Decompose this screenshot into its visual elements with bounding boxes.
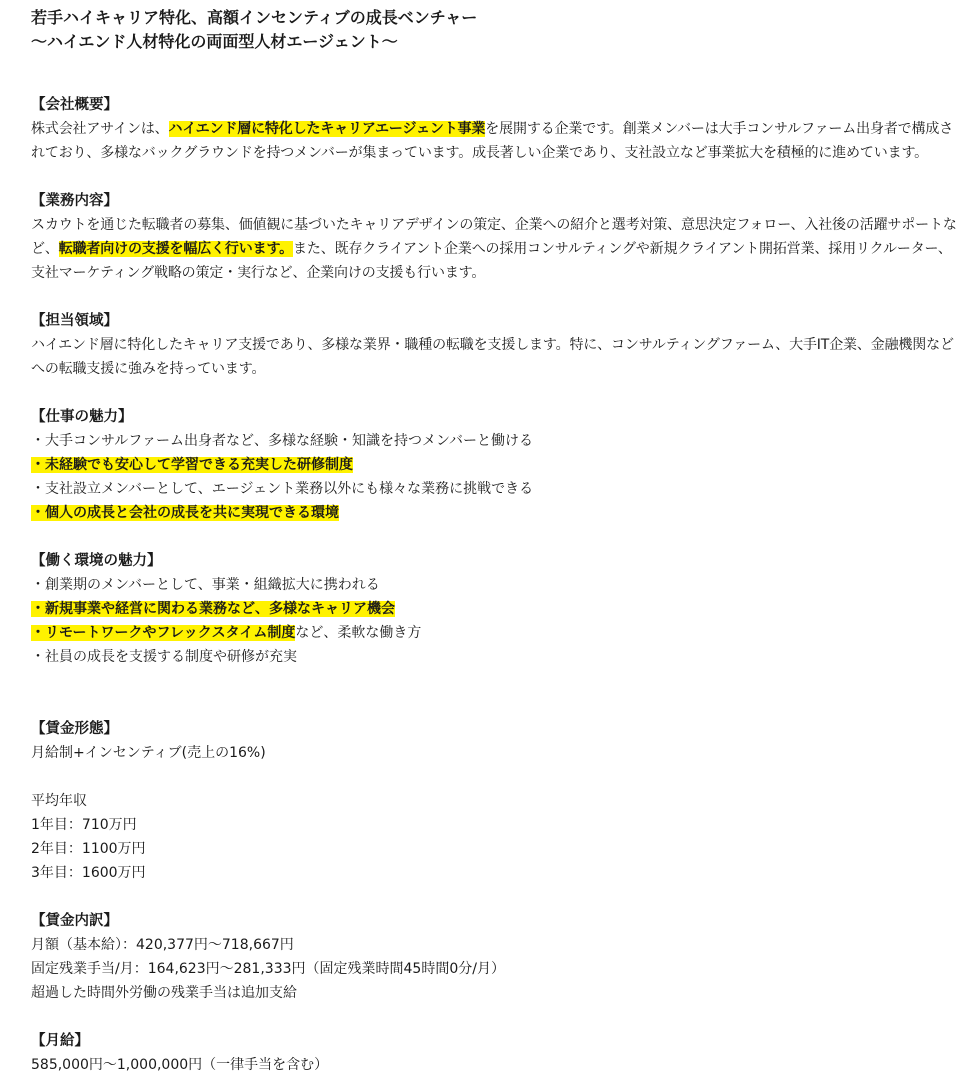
business-heading: 【業務内容】 — [31, 193, 118, 209]
company-text — [31, 117, 963, 165]
business-text — [31, 213, 963, 285]
appeal-heading: 【仕事の魅力】 — [31, 409, 133, 425]
business-highlight: 転職者向けの支援を幅広く行います。 — [58, 241, 294, 257]
appeal-item — [31, 453, 963, 477]
wage-detail-line: 固定残業手当/月：164,623円〜281,333円（固定残業時間45時間0分/月） — [31, 961, 505, 977]
appeal-item — [31, 477, 963, 501]
appeal-section — [31, 405, 963, 525]
avg-income-year: 2年目：1100万円 — [31, 841, 146, 857]
environment-heading: 【働く環境の魅力】 — [31, 553, 162, 569]
avg-income-year: 1年目：710万円 — [31, 817, 137, 833]
domain-heading: 【担当領域】 — [31, 313, 118, 329]
title-line-2: 〜ハイエンド人材特化の両面型人材エージェント〜 — [31, 32, 398, 51]
appeal-item — [31, 501, 963, 525]
domain-section — [31, 309, 963, 381]
wage-detail-line: 月額（基本給）：420,377円〜718,667円 — [31, 937, 294, 953]
appeal-item-text: ・大手コンサルファーム出身者など、多様な経験・知識を持つメンバーと働ける — [31, 433, 534, 449]
environment-item — [31, 573, 963, 597]
wage-form-text: 月給制+インセンティブ(売上の16%) — [31, 745, 266, 761]
business-section — [31, 189, 963, 285]
environment-item — [31, 621, 963, 645]
title-line-1: 若手ハイキャリア特化、高額インセンティブの成長ベンチャー — [31, 8, 478, 27]
appeal-item-text: ・支社設立メンバーとして、エージェント業務以外にも様々な業務に挑戦できる — [31, 481, 534, 497]
company-heading: 【会社概要】 — [31, 97, 118, 113]
monthly-section — [31, 1029, 963, 1077]
avg-income-label: 平均年収 — [31, 793, 87, 809]
company-highlight: ハイエンド層に特化したキャリアエージェント事業 — [168, 121, 486, 137]
company-text-a: 株式会社アサインは、 — [31, 121, 169, 137]
environment-item-highlight: ・新規事業や経営に関わる業務など、多様なキャリア機会 — [31, 601, 395, 617]
business-text-a: スカウトを通じた転職者の募集、価値観に基づいたキャリアデザインの策定、企業への紹介と選考対策、意思決定フォロー、入社後の活躍サポートなど、 — [31, 217, 957, 257]
posting-title — [31, 6, 963, 54]
environment-item-highlight: ・リモートワークやフレックスタイム制度 — [31, 625, 296, 641]
business-text-b: また、既存クライアント企業への採用コンサルティングや新規クライアント開拓営業、採用リクルーター、支社マーケティング戦略の策定・実行など、企業向けの支援も行います。 — [31, 241, 952, 281]
company-section — [31, 93, 963, 165]
wage-detail-heading: 【賃金内訳】 — [31, 913, 118, 929]
monthly-text: 585,000円〜1,000,000円（一律手当を含む） — [31, 1057, 329, 1073]
avg-income-year: 3年目：1600万円 — [31, 865, 146, 881]
company-text-b: を展開する企業です。創業メンバーは大手コンサルファーム出身者で構成されており、多様なバックグラウンドを持つメンバーが集まっています。成長著しい企業であり、支社設立など事業拡大を積極的に進めています。 — [31, 121, 954, 161]
monthly-heading: 【月給】 — [31, 1033, 89, 1049]
environment-item-text: ・創業期のメンバーとして、事業・組織拡大に携われる — [31, 577, 380, 593]
wage-detail-line: 超過した時間外労働の残業手当は追加支給 — [31, 985, 297, 1001]
wage-detail-section — [31, 909, 963, 1005]
wage-form-heading: 【賃金形態】 — [31, 721, 118, 737]
domain-text: ハイエンド層に特化したキャリア支援であり、多様な業界・職種の転職を支援します。特に、コンサルティングファーム、大手IT企業、金融機関などへの転職支援に強みを持っています。 — [31, 337, 954, 377]
environment-item — [31, 645, 963, 669]
spacer — [31, 693, 963, 717]
wage-form-section — [31, 717, 963, 885]
appeal-item — [31, 429, 963, 453]
environment-section — [31, 549, 963, 669]
environment-item — [31, 597, 963, 621]
environment-item-text: など、柔軟な働き方 — [295, 625, 422, 641]
spacer — [31, 765, 963, 789]
appeal-item-highlight: ・個人の成長と会社の成長を共に実現できる環境 — [31, 505, 339, 521]
appeal-item-highlight: ・未経験でも安心して学習できる充実した研修制度 — [31, 457, 353, 473]
environment-item-text: ・社員の成長を支援する制度や研修が充実 — [31, 649, 297, 665]
